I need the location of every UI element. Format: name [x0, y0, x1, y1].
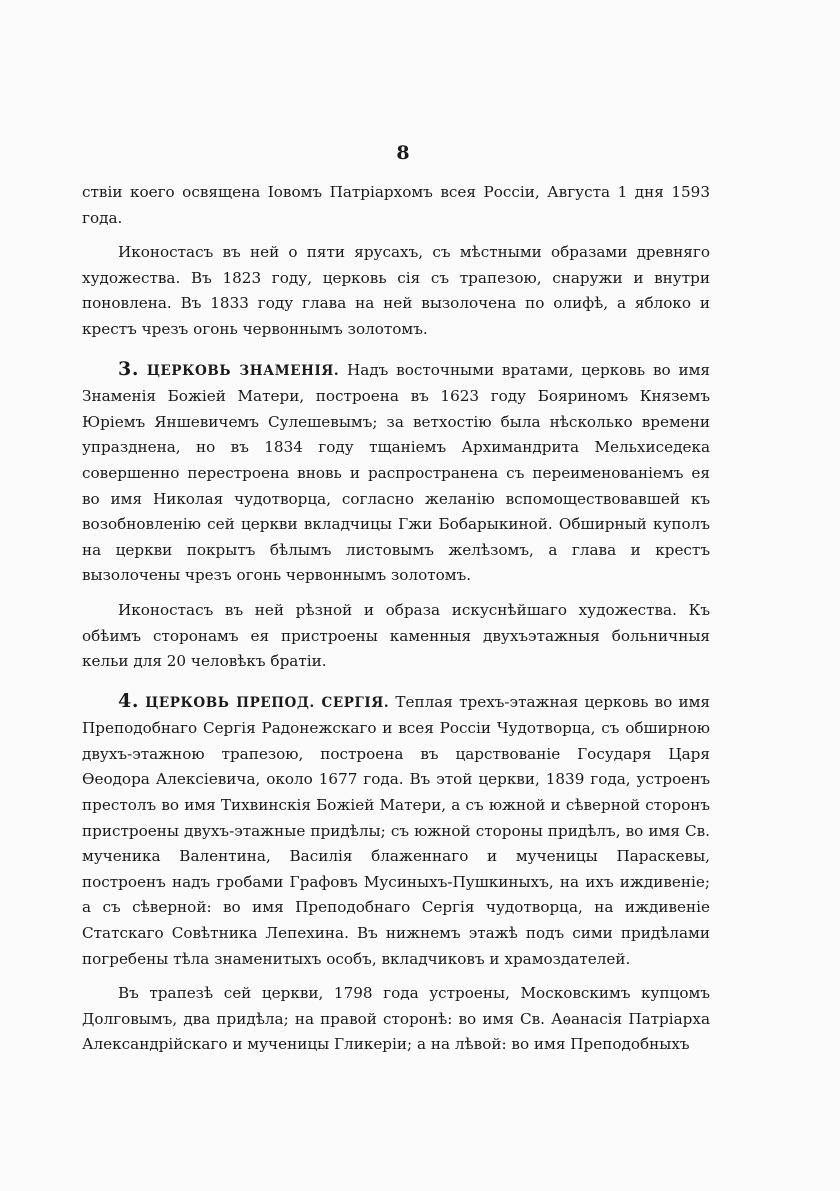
- paragraph-text: ствіи коего освящена Іовомъ Патріархомъ всея Россіи, Августа 1 дня 1593 года.: [82, 183, 710, 227]
- paragraph-refectory: [82, 981, 710, 1058]
- section-church-sergiya: [82, 689, 710, 973]
- paragraph-iconostasis-carved: [82, 598, 710, 675]
- section-title: ЦЕРКОВЬ ЗНАМЕНІЯ.: [146, 362, 340, 379]
- page-body: [82, 180, 710, 1058]
- page-number: 8: [396, 142, 410, 164]
- paragraph-continuation: [82, 180, 710, 231]
- section-title: ЦЕРКОВЬ ПРЕПОД. СЕРГІЯ.: [145, 694, 390, 711]
- section-church-znameniya: [82, 357, 710, 589]
- paragraph-text: Теплая трехъ-этажная церковь во имя Преподобнаго Сергія Радонежскаго и всея Россіи Чудотворца, съ обширною двухъ-этажною трапезою, построена въ царствованіе Государя Царя Ѳеодора Алексіевича, около 1677 года. Въ этой церкви, 1839 года, устроенъ престолъ во имя Тихвинскія Божіей Матери, а съ южной и сѣверной сторонъ пристроены двухъ-этажные придѣлы; съ южной стороны придѣлъ, во имя Св. мученика Валентина, Василія блаженнаго и мученицы Параскевы, построенъ надъ гробами Графовъ Мусиныхъ-Пушкиныхъ, на ихъ иждивеніе; а съ сѣверной: во имя Преподобнаго Сергія чудотворца, на иждивеніе Статскаго Совѣтника Лепехина. Въ нижнемъ этажѣ подъ сими придѣлами погребены тѣла знаменитыхъ особъ, вкладчиковъ и храмоздателей.: [82, 692, 711, 968]
- paragraph-iconostasis: [82, 240, 710, 342]
- section-number: 3.: [118, 357, 140, 380]
- paragraph-text: Иконостасъ въ ней о пяти ярусахъ, съ мѣстными образами древняго художества. Въ 1823 году, церковь сія съ трапезою, снаружи и внутри поновлена. Въ 1833 году глава на ней вызолочена по олифѣ, а яблоко и крестъ чрезъ огонь червоннымъ золотомъ.: [82, 243, 710, 338]
- paragraph-text: Иконостасъ въ ней рѣзной и образа искуснѣйшаго художества. Къ обѣимъ сторонамъ ея пристроены каменныя двухъэтажныя больничныя кельи для 20 человѣкъ братіи.: [82, 600, 710, 671]
- paragraph-text: Надъ восточными вратами, церковь во имя Знаменія Божіей Матери, построена въ 1623 году Бояриномъ Княземъ Юріемъ Яншевичемъ Сулешевымъ; за ветхостію была нѣсколько времени упразднена, но въ 1834 году тщаніемъ Архимандрита Мельхиседека совершенно перестроена вновь и распространена съ переименованіемъ ея во имя Николая чудотворца, согласно желанію вспомоществовавшей къ возобновленію сей церкви вкладчицы Гжи Бобарыкиной. Обширный куполъ на церкви покрытъ бѣлымъ листовымъ желѣзомъ, а глава и крестъ вызолочены чрезъ огонь червоннымъ золотомъ.: [82, 360, 711, 585]
- section-number: 4.: [118, 689, 140, 712]
- paragraph-text: Въ трапезѣ сей церкви, 1798 года устроены, Московскимъ купцомъ Долговымъ, два придѣла; на правой сторонѣ: во имя Св. Аѳанасія Патріарха Александрійскаго и мученицы Гликеріи; а на лѣвой: во имя Преподобныхъ: [82, 984, 710, 1054]
